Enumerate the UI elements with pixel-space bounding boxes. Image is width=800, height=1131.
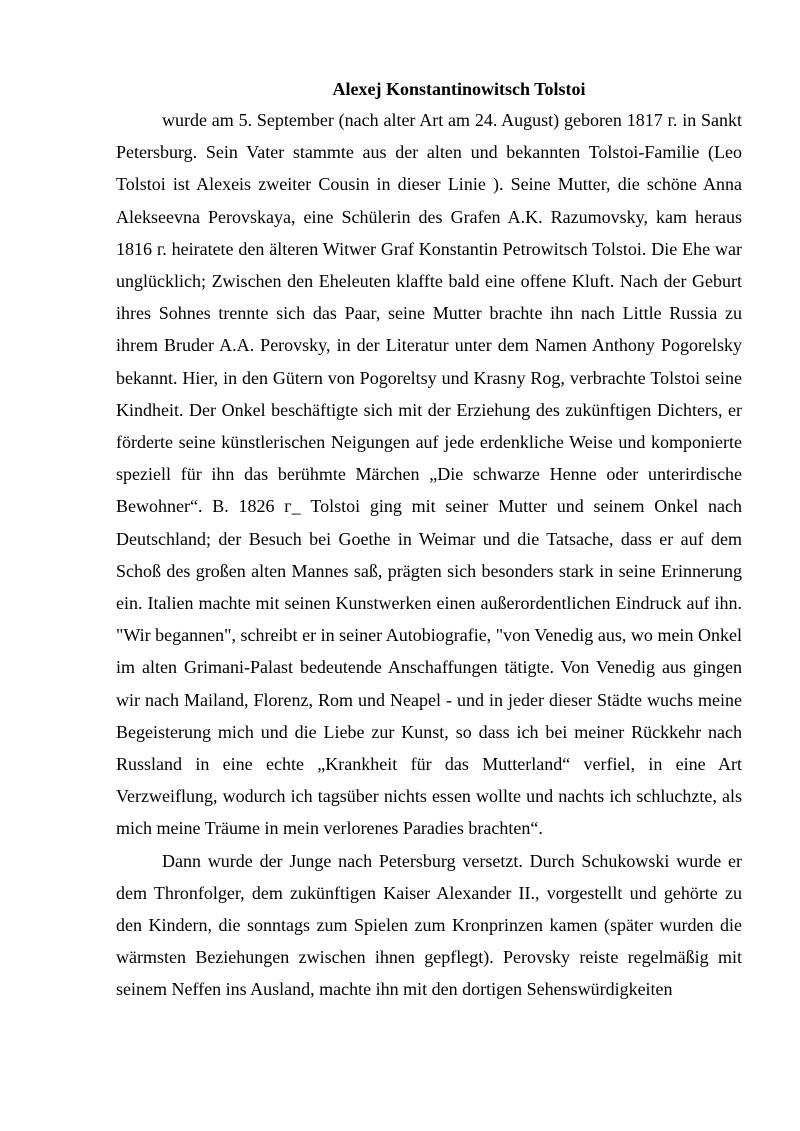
paragraph-2: Dann wurde der Junge nach Petersburg versetzt. Durch Schukowski wurde er dem Thronfolger, dem zukünftigen Kaiser Alexander II., vorgestellt und gehörte zu den Kindern, die sonntags zum Spielen zum Kronprinzen kamen (später wurden die wärmsten Beziehungen zwischen ihnen gepflegt). Perovsky reiste regelmäßig mit seinem Neffen ins Ausland, machte ihn mit den dortigen Sehenswürdigkeiten bbox=[116, 850, 742, 1000]
paragraph-1: wurde am 5. September (nach alter Art am 24. August) geboren 1817 г. in Sankt Petersburg. Sein Vater stammte aus der alten und bekannten Tolstoi-Familie (Leo Tolstoi ist Alexeis zweiter Cousin in dieser Linie ). Seine Mutter, die schöne Anna Alekseevna Perovskaya, eine Schülerin des Grafen A.K. Razumovsky, kam heraus 1816 г. heiratete den älteren Witwer Graf Konstantin Petrowitsch Tolstoi. Die Ehe war unglücklich; Zwischen den Eheleuten klaffte bald eine offene Kluft. Nach der Geburt ihres Sohnes trennte sich das Paar, seine Mutter brachte ihn nach Little Russia zu ihrem Bruder A.A. Perovsky, in der Literatur unter dem Namen Anthony Pogorelsky bekannt. Hier, in den Gütern von Pogoreltsy und Krasny Rog, verbrachte Tolstoi seine Kindheit. Der Onkel beschäftigte sich mit der Erziehung des zukünftigen Dichters, er förderte seine künstlerischen Neigungen auf jede erdenkliche Weise und komponierte speziell für ihn das berühmte Märchen „Die schwarze Henne oder unterirdische Bewohner“. B. 1826 г_ Tolstoi ging mit seiner Mutter und seinem Onkel nach Deutschland; der Besuch bei Goethe in Weimar und die Tatsache, dass er auf dem Schoß des großen alten Mannes saß, prägten sich besonders stark in seine Erinnerung ein. Italien machte mit seinen Kunstwerken einen außerordentlichen Eindruck auf ihn. "Wir begannen", schreibt er in seiner Autobiografie, "von Venedig aus, wo mein Onkel im alten Grimani-Palast bedeutende Anschaffungen tätigte. Von Venedig aus gingen wir nach Mailand, Florenz, Rom und Neapel - und in jeder dieser Städte wuchs meine Begeisterung mich und die Liebe zur Kunst, so dass ich bei meiner Rückkehr nach Russland in eine echte „Krankheit für das Mutterland“ verfiel, in eine Art Verzweiflung, wodurch ich tagsüber nichts essen wollte und nachts ich schluchzte, als mich meine Träume in mein verlorenes Paradies brachten“. bbox=[116, 110, 742, 839]
page-title: Alexej Konstantinowitsch Tolstoi bbox=[332, 79, 586, 99]
document-body bbox=[116, 74, 742, 1006]
